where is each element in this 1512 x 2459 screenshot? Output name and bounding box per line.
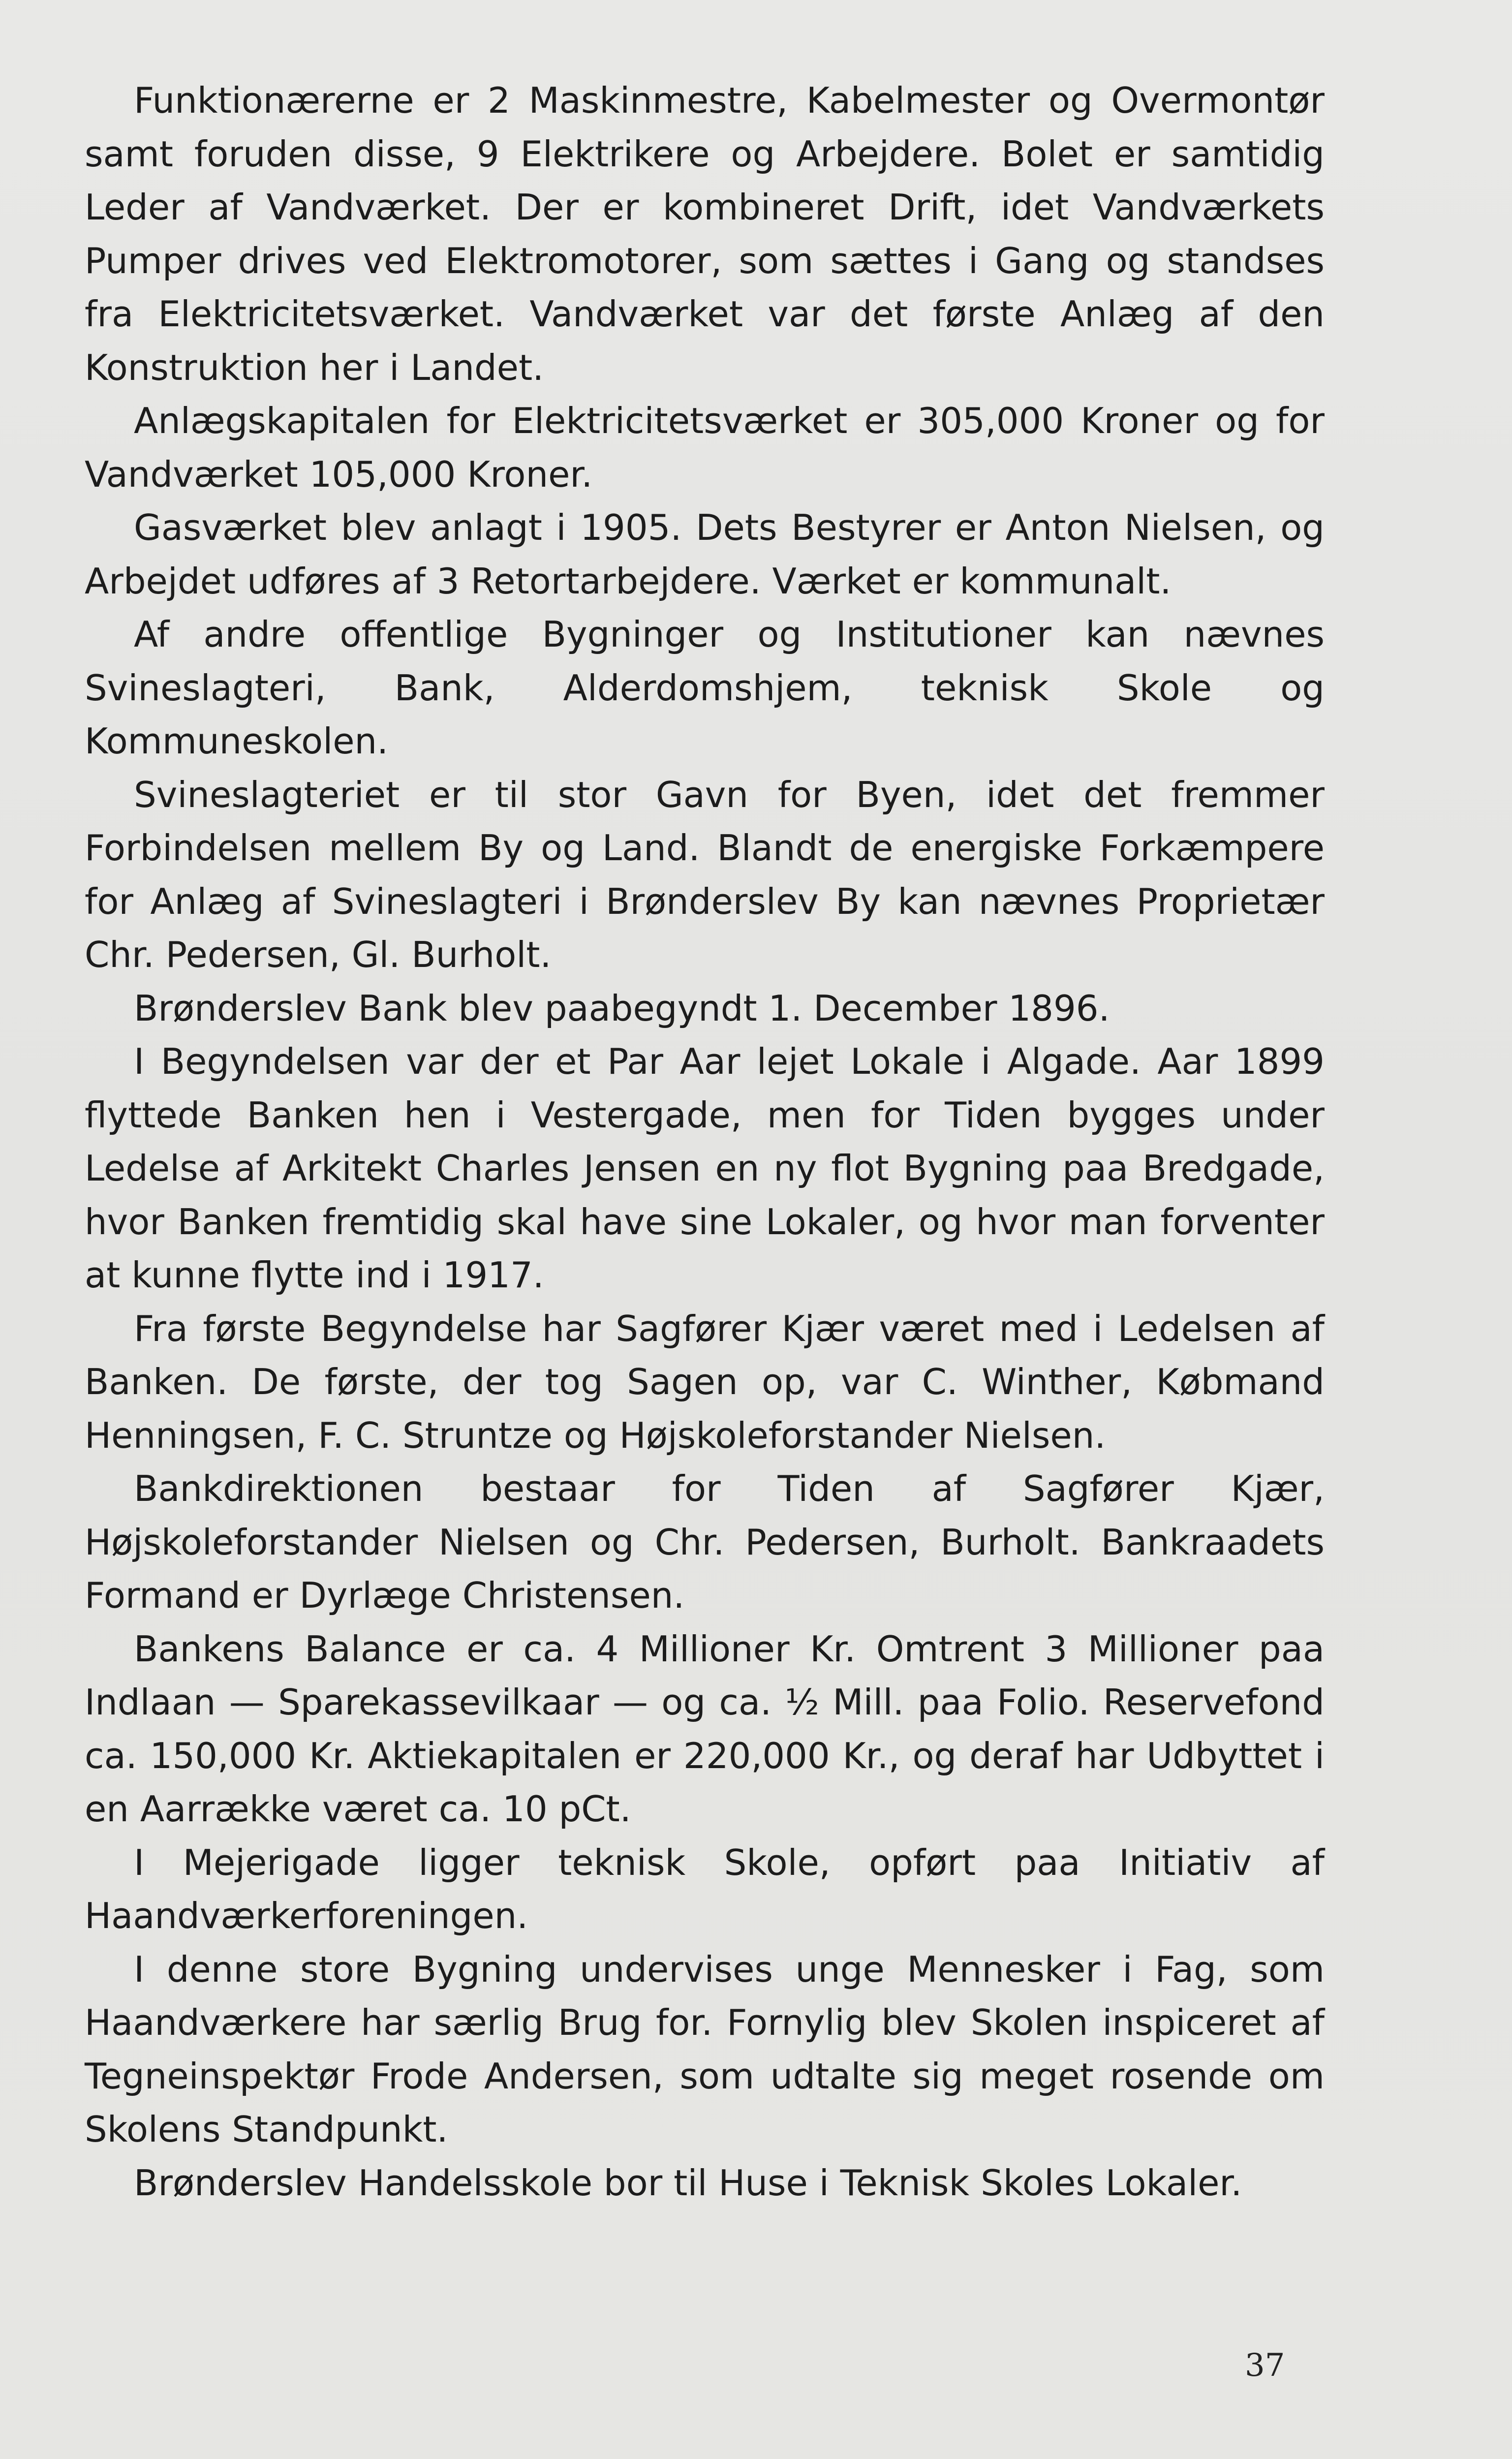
paragraph: Bankdirektionen bestaar for Tiden af Sagfører Kjær, Højskoleforstander Nielsen og Chr. Pedersen, Burholt. Bankraadets Formand er Dyrlæge Christensen. <box>85 1468 1325 1616</box>
paragraph: Bankens Balance er ca. 4 Millioner Kr. Omtrent 3 Millioner paa Indlaan — Sparekassevilkaar — og ca. ½ Mill. paa Folio. Reservefond ca. 150,000 Kr. Aktiekapitalen er 220,000 Kr., og deraf har Udbyttet i en Aarrække været ca. 10 pCt. <box>85 1628 1325 1830</box>
page-number: 37 <box>1245 2347 1285 2384</box>
paragraph: Funktionærerne er 2 Maskinmestre, Kabelmester og Overmontør samt foruden disse, 9 Elektrikere og Arbejdere. Bolet er samtidig Leder af Vandværket. Der er kombineret Drift, idet Vandværkets Pumper drives ved Elektromotorer, som sættes i Gang og standses fra Elektricitetsværket. Vandværket var det første Anlæg af den Konstruktion her i Landet. <box>85 80 1325 388</box>
paragraph: Af andre offentlige Bygninger og Institutioner kan nævnes Svineslagteri, Bank, Alderdomshjem, teknisk Skole og Kommuneskolen. <box>85 614 1325 762</box>
paragraph: Anlægskapitalen for Elektricitetsværket er 305,000 Kroner og for Vandværket 105,000 Kroner. <box>85 400 1325 495</box>
paragraph: I Begyndelsen var der et Par Aar lejet Lokale i Algade. Aar 1899 flyttede Banken hen i Vestergade, men for Tiden bygges under Ledelse af Arkitekt Charles Jensen en ny flot Bygning paa Bredgade, hvor Banken fremtidig skal have sine Lokaler, og hvor man forventer at kunne flytte ind i 1917. <box>85 1041 1325 1296</box>
paragraph: Brønderslev Bank blev paabegyndt 1. December 1896. <box>134 987 1110 1029</box>
paragraph: I Mejerigade ligger teknisk Skole, opført paa Initiativ af Haandværkerforeningen. <box>85 1841 1325 1936</box>
paragraph: I denne store Bygning undervises unge Mennesker i Fag, som Haandværkere har særlig Brug for. Fornylig blev Skolen inspiceret af Tegneinspektør Frode Andersen, som udtalte sig meget rosende om Skolens Standpunkt. <box>85 1948 1325 2150</box>
paragraph: Brønderslev Handelsskole bor til Huse i Teknisk Skoles Lokaler. <box>134 2162 1242 2204</box>
body-text <box>85 74 1325 2210</box>
paragraph: Svineslagteriet er til stor Gavn for Byen, idet det fremmer Forbindelsen mellem By og Land. Blandt de energiske Forkæmpere for Anlæg af Svineslagteri i Brønderslev By kan nævnes Proprietær Chr. Pedersen, Gl. Burholt. <box>85 774 1325 975</box>
paragraph: Gasværket blev anlagt i 1905. Dets Bestyrer er Anton Nielsen, og Arbejdet udføres af 3 Retortarbejdere. Værket er kommunalt. <box>85 507 1325 602</box>
paragraph: Fra første Begyndelse har Sagfører Kjær været med i Ledelsen af Banken. De første, der tog Sagen op, var C. Winther, Købmand Henningsen, F. C. Struntze og Højskoleforstander Nielsen. <box>85 1307 1325 1456</box>
